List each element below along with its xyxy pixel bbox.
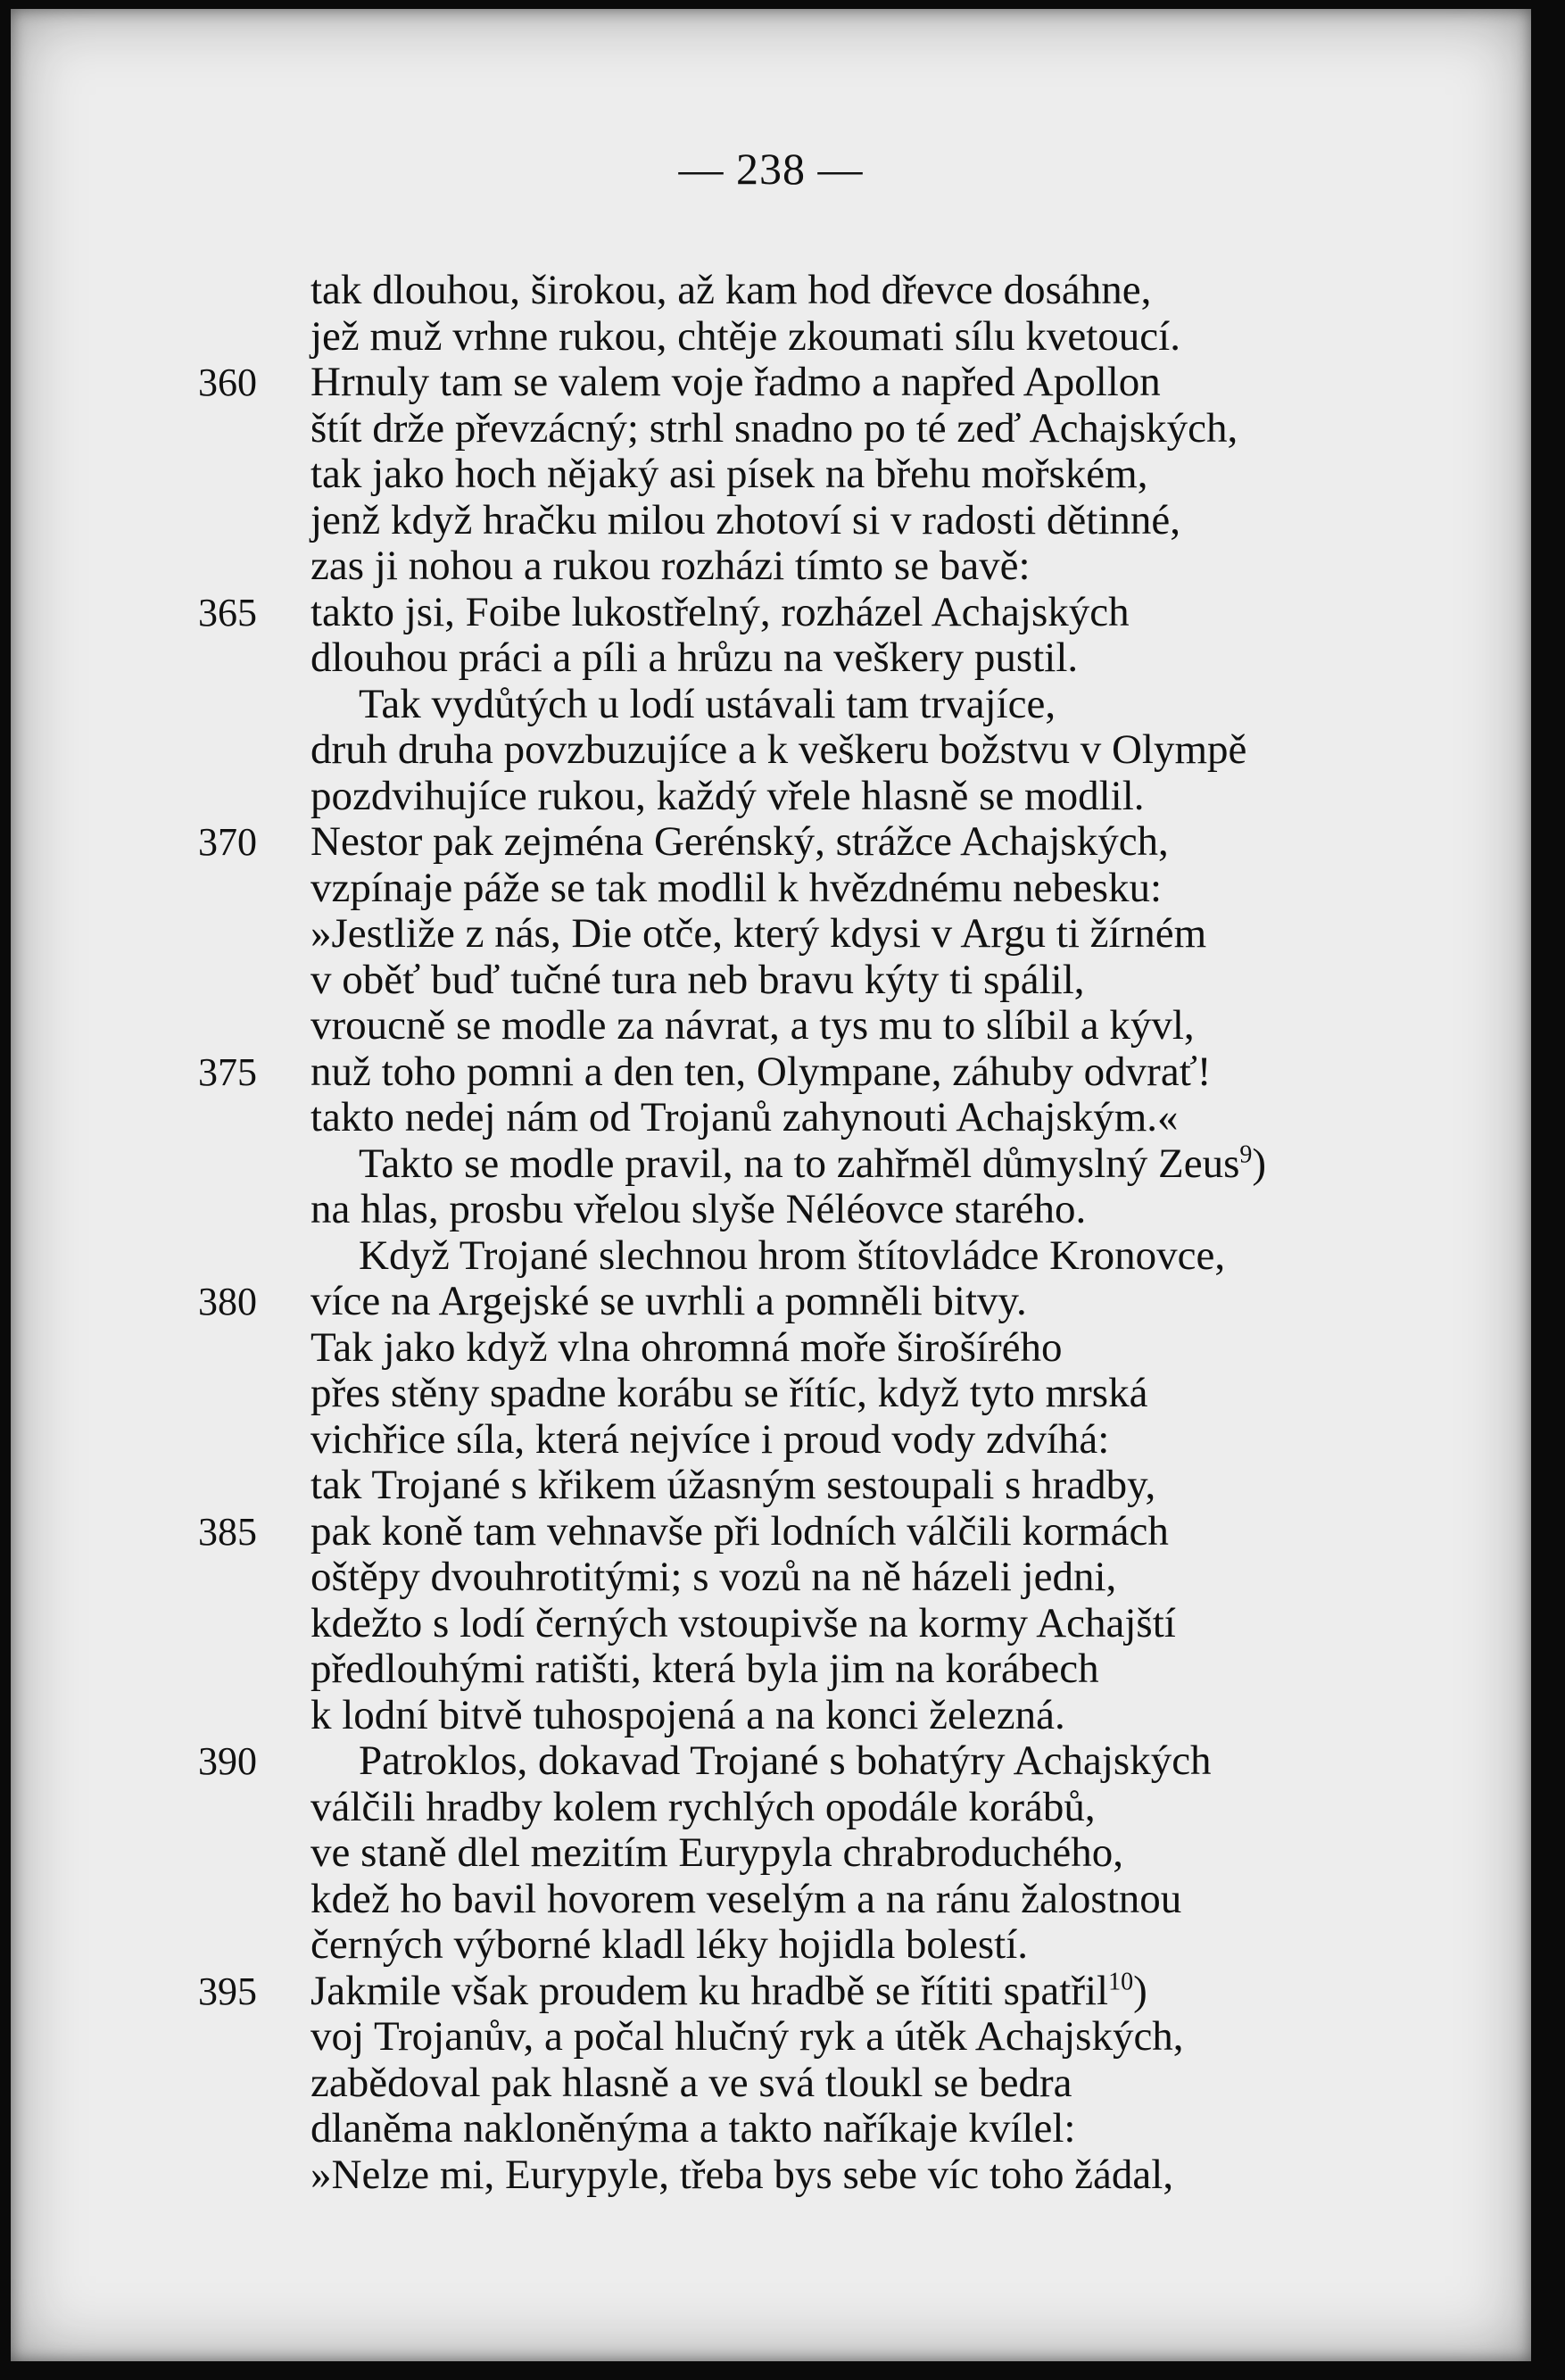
line-text-content: Patroklos, dokavad Trojané s bohatýry Achajských [359, 1737, 1212, 1784]
verse-line [203, 1187, 1434, 1233]
verse-line [203, 406, 1434, 452]
line-text-content: Hrnuly tam se valem voje řadmo a napřed Apollon [311, 359, 1161, 405]
verse-line [203, 498, 1434, 544]
line-text-content: tak dlouhou, širokou, až kam hod dřevce dosáhne, [311, 267, 1152, 313]
line-number: 375 [198, 1049, 257, 1094]
line-text-content: Tak jako když vlna ohromná moře širošírého [311, 1323, 1063, 1371]
line-text [311, 406, 1238, 452]
verse-line [198, 1278, 1434, 1325]
line-text [311, 1095, 1179, 1141]
line-text [311, 819, 1169, 866]
verse-line [203, 635, 1434, 682]
line-text-content: na hlas, prosbu vřelou slyše Néléovce starého. [311, 1186, 1087, 1232]
verse-line [203, 1141, 1434, 1188]
line-text-content: »Nelze mi, Eurypyle, třeba bys sebe víc toho žádal, [311, 2151, 1174, 2198]
line-text [311, 774, 1145, 820]
line-number: 385 [198, 1509, 257, 1554]
line-text [311, 1371, 1147, 1417]
line-text [311, 1646, 1099, 1693]
line-text-content: kdež ho bavil hovorem veselým a na ránu žalostnou [311, 1875, 1182, 1922]
line-text [311, 268, 1151, 314]
line-text-content: tak jako hoch nějaký asi písek na břehu mořském, [311, 451, 1148, 497]
verse-line [203, 1601, 1434, 1647]
verse-line [198, 588, 1434, 636]
verse-line [203, 543, 1434, 590]
line-text-content: nuž toho pomni a den ten, Olympane, záhuby odvrať! [311, 1048, 1212, 1095]
footnote-paren: ) [1252, 1140, 1267, 1187]
line-number: 380 [198, 1280, 257, 1323]
line-text [311, 1417, 1109, 1464]
line-text-content: černých výborné kladl léky hojidla bolestí. [311, 1921, 1029, 1968]
verse-line [198, 359, 1434, 406]
line-text-content: jenž když hračku milou zhotoví si v radosti dětinné, [311, 496, 1181, 543]
line-text [311, 498, 1180, 544]
verse-line [198, 1048, 1434, 1096]
line-text [359, 682, 1056, 728]
line-text-content: takto nedej nám od Trojanů zahynouti Achajským.« [311, 1094, 1179, 1140]
line-text-content: Tak vydůtých u lodí ustávali tam trvajíce, [359, 680, 1056, 727]
line-text [311, 2152, 1173, 2199]
verse-line [203, 1417, 1434, 1464]
line-text-content: vichřice síla, která nejvíce i proud vody zdvíhá: [311, 1415, 1110, 1463]
verse-line [203, 1555, 1434, 1601]
line-text-content: více na Argejské se uvrhli a pomněli bitvy. [311, 1278, 1027, 1324]
line-text [311, 1830, 1123, 1877]
verse-line [203, 2106, 1434, 2152]
footnote-marker: 9 [1239, 1140, 1253, 1168]
verse-line [198, 818, 1434, 866]
line-text-content: druh druha povzbuzujíce a k veškeru božstvu v Olympě [311, 726, 1247, 773]
line-text [311, 635, 1078, 682]
line-text [311, 314, 1180, 361]
verse-line [203, 2061, 1434, 2107]
line-text [311, 1325, 1063, 1372]
line-text [311, 543, 1031, 590]
verse-line [203, 774, 1434, 820]
verse-line [198, 1507, 1434, 1555]
verse-line [203, 1693, 1434, 1739]
line-text-content: Nestor pak zejména Gerénský, strážce Achajských, [311, 818, 1169, 865]
verse-line [203, 268, 1434, 314]
verse-line [203, 1785, 1434, 1831]
line-text [311, 1601, 1176, 1647]
verse-line [203, 1371, 1434, 1417]
verse-line [203, 1095, 1434, 1141]
line-text [311, 1509, 1169, 1555]
line-text-content: Když Trojané slechnou hrom štítovládce Kronovce, [359, 1231, 1226, 1279]
line-text [359, 1233, 1225, 1280]
line-text-content: zabědoval pak hlasně a ve svá tloukl se bedra [311, 2059, 1072, 2106]
line-text [311, 866, 1162, 912]
line-number: 365 [198, 590, 257, 634]
verse-line [203, 866, 1434, 912]
verse-line [198, 1967, 1434, 2015]
footnote-marker: 10 [1108, 1967, 1134, 1995]
book-page [11, 9, 1531, 2361]
verse-line [203, 2014, 1434, 2061]
line-text-content: ve staně dlel mezitím Eurypyla chrabroduchého, [311, 1829, 1123, 1876]
verse-line [203, 911, 1434, 958]
line-text-content: tak Trojané s křikem úžasným sestoupali s hradby, [311, 1462, 1156, 1508]
line-number: 370 [198, 820, 257, 864]
line-text [311, 1555, 1116, 1601]
line-text [311, 1279, 1027, 1325]
line-text [311, 2106, 1075, 2152]
line-text [311, 1922, 1028, 1969]
line-text [311, 1877, 1181, 1923]
line-text-content: v oběť buď tučné tura neb bravu kýty ti spálil, [311, 956, 1085, 1003]
line-text-content: dlaněma nakloněnýma a takto naříkaje kvílel: [311, 2105, 1076, 2152]
verse-text-block [198, 267, 1434, 2198]
footnote-paren: ) [1133, 1967, 1147, 2014]
line-text-content: Takto se modle pravil, na to zahřměl důmyslný Zeus [359, 1140, 1240, 1187]
line-text-content: jež muž vrhne rukou, chtěje zkoumati sílu kvetoucí. [311, 312, 1180, 360]
line-text-content: dlouhou práci a píli a hrůzu na veškery pustil. [311, 634, 1079, 681]
line-text [311, 958, 1085, 1004]
line-text [311, 452, 1147, 498]
line-text [311, 1049, 1211, 1096]
line-text-content: takto jsi, Foibe lukostřelný, rozházel Achajských [311, 588, 1130, 635]
line-text [311, 1969, 1147, 2015]
line-text [311, 1187, 1086, 1233]
verse-line [203, 1233, 1434, 1280]
line-number: 360 [198, 361, 257, 404]
verse-line [198, 1737, 1434, 1785]
line-text-content: štít drže převzácný; strhl snadno po té zeď Achajských, [311, 404, 1238, 452]
verse-line [203, 1877, 1434, 1923]
verse-line [203, 314, 1434, 361]
line-text [311, 1003, 1195, 1049]
line-text-content: oštěpy dvouhrotitými; s vozů na ně házeli jedni, [311, 1554, 1117, 1600]
page-number: — 238 — [678, 144, 864, 194]
line-text [311, 360, 1161, 406]
verse-line [203, 1922, 1434, 1969]
line-text-content: zas ji nohou a rukou rozházi tímto se bavě: [311, 543, 1031, 589]
line-number: 395 [198, 1969, 257, 2013]
line-text-content: vroucně se modle za návrat, a tys mu to slíbil a kývl, [311, 1002, 1195, 1049]
line-text-content: voj Trojanův, a počal hlučný ryk a útěk Achajských, [311, 2013, 1184, 2060]
line-text-content: kdežto s lodí černých vstoupivše na kormy Achajští [311, 1599, 1176, 1646]
verse-line [203, 2152, 1434, 2199]
line-text-content: pozdvihujíce rukou, každý vřele hlasně se modlil. [311, 772, 1145, 819]
line-text-content: válčili hradby kolem rychlých opodále korábů, [311, 1783, 1096, 1830]
line-text-content: k lodní bitvě tuhospojená a na konci železná. [311, 1691, 1065, 1738]
line-text [311, 2061, 1072, 2107]
line-number: 390 [198, 1739, 257, 1783]
verse-line [203, 1325, 1434, 1372]
verse-line [203, 1646, 1434, 1693]
verse-line [203, 1463, 1434, 1509]
verse-line [203, 958, 1434, 1004]
line-text [311, 1693, 1065, 1739]
line-text [311, 2014, 1184, 2061]
line-text-content: »Jestliže z nás, Die otče, který kdysi v Argu ti žírném [311, 910, 1207, 957]
line-text [311, 590, 1130, 636]
verse-line [203, 1003, 1434, 1049]
verse-line [203, 682, 1434, 728]
verse-line [203, 1830, 1434, 1877]
line-text-content: pak koně tam vehnavše při lodních válčili kormách [311, 1507, 1169, 1555]
line-text [311, 1463, 1155, 1509]
line-text-content: Jakmile však proudem ku hradbě se řítiti spatřil [311, 1967, 1109, 2014]
line-text [311, 911, 1206, 958]
verse-line [203, 452, 1434, 498]
line-text [359, 1141, 1266, 1188]
line-text-content: přes stěny spadne korábu se řítíc, když tyto mrská [311, 1370, 1148, 1416]
line-text [311, 1785, 1096, 1831]
line-text-content: vzpínaje páže se tak modlil k hvězdnému nebesku: [311, 864, 1163, 911]
line-text [359, 1738, 1212, 1785]
verse-line [203, 727, 1434, 774]
line-text-content: předlouhými ratišti, která byla jim na korábech [311, 1646, 1099, 1692]
line-text [311, 727, 1246, 774]
